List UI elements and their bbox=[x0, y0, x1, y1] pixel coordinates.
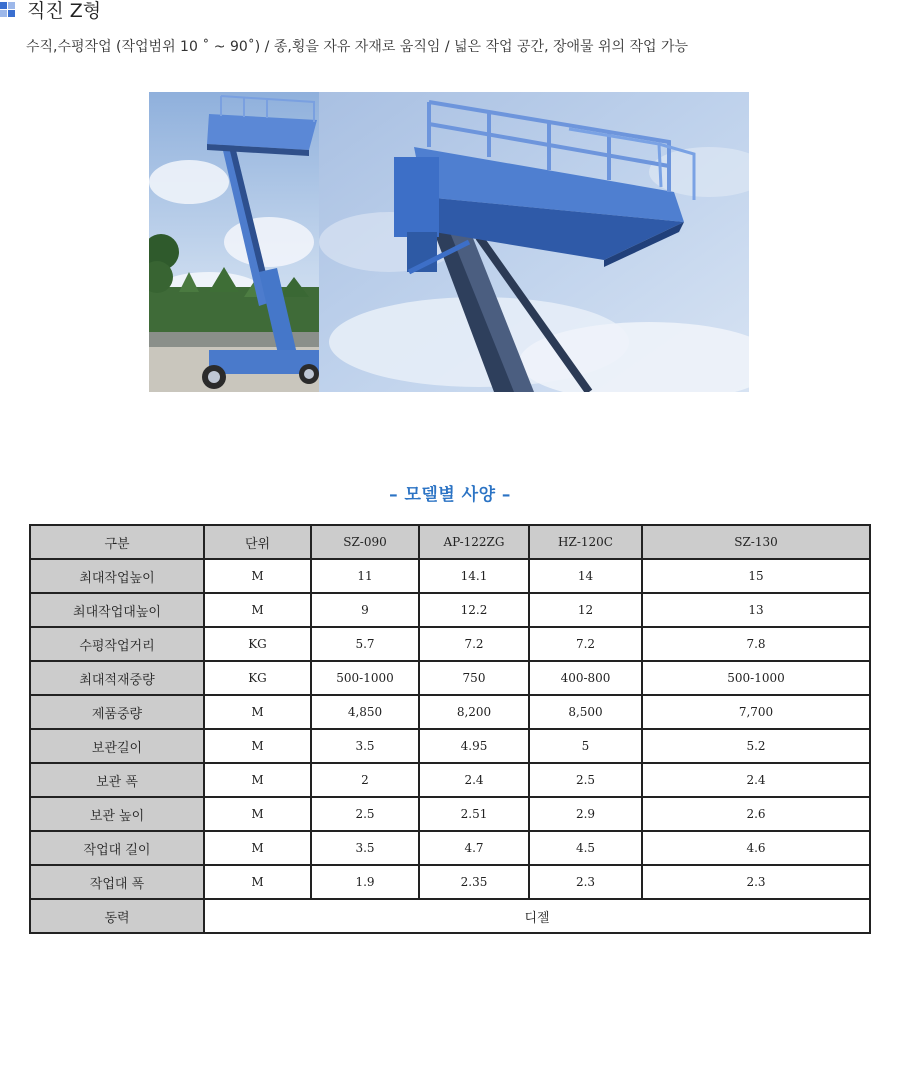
row-value: 400-800 bbox=[529, 661, 642, 695]
row-value: 15 bbox=[642, 559, 870, 593]
row-value: 500-1000 bbox=[311, 661, 419, 695]
row-label: 동력 bbox=[30, 899, 204, 933]
row-value: 2.9 bbox=[529, 797, 642, 831]
spec-table bbox=[29, 524, 871, 934]
row-value: 2.51 bbox=[419, 797, 529, 831]
row-value: 2.35 bbox=[419, 865, 529, 899]
row-unit: M bbox=[204, 729, 311, 763]
title-row bbox=[0, 0, 101, 22]
header-model: SZ-130 bbox=[642, 525, 870, 559]
row-value: 4.5 bbox=[529, 831, 642, 865]
row-value: 2.4 bbox=[419, 763, 529, 797]
table-row bbox=[30, 661, 870, 695]
table-row bbox=[30, 627, 870, 661]
row-unit: M bbox=[204, 593, 311, 627]
row-unit: M bbox=[204, 831, 311, 865]
row-label: 보관 폭 bbox=[30, 763, 204, 797]
product-photo bbox=[149, 92, 749, 392]
row-value: 7.2 bbox=[419, 627, 529, 661]
table-header-row bbox=[30, 525, 870, 559]
row-label: 작업대 길이 bbox=[30, 831, 204, 865]
header-category: 구분 bbox=[30, 525, 204, 559]
row-value: 750 bbox=[419, 661, 529, 695]
row-label: 작업대 폭 bbox=[30, 865, 204, 899]
row-value: 7,700 bbox=[642, 695, 870, 729]
row-value: 1.9 bbox=[311, 865, 419, 899]
row-value: 4.6 bbox=[642, 831, 870, 865]
row-value: 2.4 bbox=[642, 763, 870, 797]
table-row bbox=[30, 729, 870, 763]
row-label: 제품중량 bbox=[30, 695, 204, 729]
row-value: 4.95 bbox=[419, 729, 529, 763]
page-title: 직진 Z형 bbox=[27, 0, 102, 22]
row-unit: M bbox=[204, 763, 311, 797]
row-value: 8,500 bbox=[529, 695, 642, 729]
row-value: 2.5 bbox=[529, 763, 642, 797]
row-value: 2.3 bbox=[642, 865, 870, 899]
row-value: 3.5 bbox=[311, 729, 419, 763]
row-value: 2.5 bbox=[311, 797, 419, 831]
right-photo bbox=[319, 92, 749, 392]
row-value: 7.8 bbox=[642, 627, 870, 661]
table-row bbox=[30, 763, 870, 797]
row-value: 14 bbox=[529, 559, 642, 593]
row-value: 5.7 bbox=[311, 627, 419, 661]
row-unit: M bbox=[204, 865, 311, 899]
row-label: 수평작업거리 bbox=[30, 627, 204, 661]
row-value: 4.7 bbox=[419, 831, 529, 865]
row-value: 7.2 bbox=[529, 627, 642, 661]
row-label: 최대작업높이 bbox=[30, 559, 204, 593]
row-value: 14.1 bbox=[419, 559, 529, 593]
row-value: 2.3 bbox=[529, 865, 642, 899]
table-row-power bbox=[30, 899, 870, 933]
row-unit: KG bbox=[204, 627, 311, 661]
table-row bbox=[30, 695, 870, 729]
row-value: 500-1000 bbox=[642, 661, 870, 695]
row-value: 5 bbox=[529, 729, 642, 763]
row-value: 2 bbox=[311, 763, 419, 797]
row-unit: M bbox=[204, 797, 311, 831]
header-unit: 단위 bbox=[204, 525, 311, 559]
row-value: 5.2 bbox=[642, 729, 870, 763]
row-unit: KG bbox=[204, 661, 311, 695]
row-value: 2.6 bbox=[642, 797, 870, 831]
row-label: 보관 높이 bbox=[30, 797, 204, 831]
page-subtitle: 수직,수평작업 (작업범위 10 ˚ ~ 90˚) / 종,횡을 자유 자재로 움직임 / 넓은 작업 공간, 장애물 위의 작업 가능 bbox=[26, 39, 689, 55]
table-row bbox=[30, 559, 870, 593]
square-grid-icon bbox=[0, 2, 16, 18]
row-unit: M bbox=[204, 695, 311, 729]
row-label: 최대작업대높이 bbox=[30, 593, 204, 627]
row-value: 13 bbox=[642, 593, 870, 627]
table-row bbox=[30, 831, 870, 865]
row-unit: M bbox=[204, 559, 311, 593]
table-row bbox=[30, 797, 870, 831]
left-photo bbox=[149, 92, 319, 392]
header-model: SZ-090 bbox=[311, 525, 419, 559]
row-label: 최대적재중량 bbox=[30, 661, 204, 695]
row-value: 12.2 bbox=[419, 593, 529, 627]
row-value: 11 bbox=[311, 559, 419, 593]
power-value: 디젤 bbox=[204, 899, 870, 933]
row-label: 보관길이 bbox=[30, 729, 204, 763]
row-value: 4,850 bbox=[311, 695, 419, 729]
table-row bbox=[30, 593, 870, 627]
row-value: 3.5 bbox=[311, 831, 419, 865]
header-model: AP-122ZG bbox=[419, 525, 529, 559]
table-row bbox=[30, 865, 870, 899]
row-value: 8,200 bbox=[419, 695, 529, 729]
row-value: 9 bbox=[311, 593, 419, 627]
row-value: 12 bbox=[529, 593, 642, 627]
header-model: HZ-120C bbox=[529, 525, 642, 559]
section-title: – 모델별 사양 – bbox=[389, 485, 511, 505]
